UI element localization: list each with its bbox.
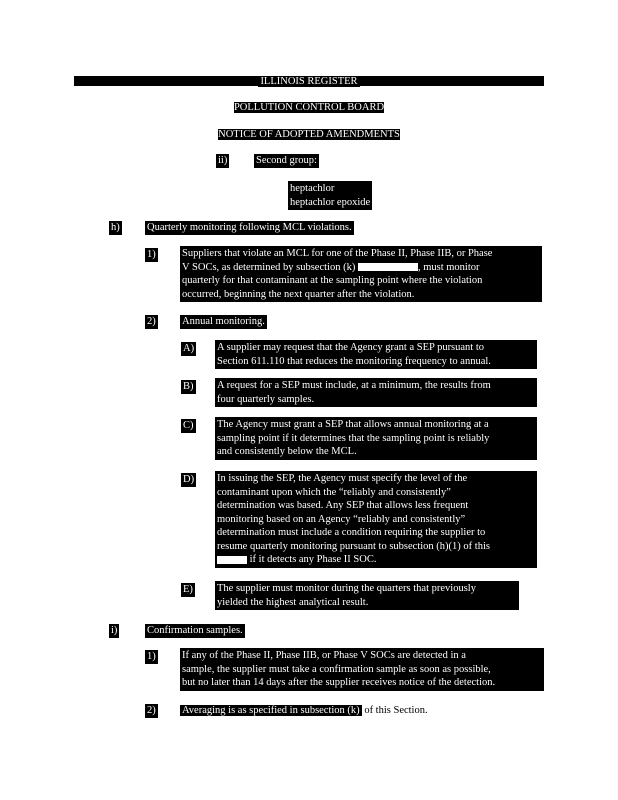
second-group-list	[288, 181, 372, 210]
section-i-number: i)	[111, 625, 118, 636]
h2a-paragraph: A supplier may request that the Agency grant a SEP pursuant to Section 611.110 that reduces the monitoring frequency to annual.	[215, 340, 537, 369]
redaction-mark	[358, 263, 418, 271]
h2e-paragraph: The supplier must monitor during the quarters that previously yielded the highest analytical result.	[215, 581, 519, 610]
h2-heading: Annual monitoring.	[182, 316, 265, 327]
h2b-number: B)	[183, 381, 194, 392]
i2-number: 2)	[147, 705, 156, 716]
list-ii-number: ii)	[218, 155, 228, 166]
board-title: POLLUTION CONTROL BOARD	[233, 102, 385, 113]
h2a-number: A)	[183, 343, 195, 354]
section-h-heading: Quarterly monitoring following MCL violations.	[147, 222, 352, 233]
h2d-number: D)	[183, 474, 195, 485]
list-item: heptachlor epoxide	[290, 196, 371, 208]
h2-number: 2)	[147, 316, 156, 327]
register-title: ILLINOIS REGISTER	[260, 76, 358, 87]
h1-paragraph: Suppliers that violate an MCL for one of the Phase II, Phase IIB, or Phase V SOCs, as determined by subsection (k) , must monitor quarterly for that contaminant at the sampling point where the violation occurred, beginning the next quarter after the violation.	[180, 246, 542, 302]
h2d-paragraph: In issuing the SEP, the Agency must specify the level of the contaminant upon which the “reliably and consistently” determination was based. Any SEP that allows less frequent monitoring based on an Agency “reliably and consistently” determination must include a condition requiring the supplier to resume quarterly monitoring pursuant to subsection (h)(1) of this if it detects any Phase II SOC.	[215, 471, 537, 568]
h2c-number: C)	[183, 420, 194, 431]
section-h-number: h)	[111, 222, 120, 233]
list-ii-label: Second group:	[256, 155, 317, 166]
section-i-heading: Confirmation samples.	[147, 625, 243, 636]
h2e-number: E)	[183, 584, 193, 595]
h1-number: 1)	[147, 249, 156, 260]
list-item: heptachlor	[290, 183, 335, 194]
notice-title: NOTICE OF ADOPTED AMENDMENTS	[218, 129, 400, 140]
i1-paragraph: If any of the Phase II, Phase IIB, or Phase V SOCs are detected in a sample, the supplier must take a confirmation sample as soon as possible, but no later than 14 days after the supplier receives notice of the detection.	[180, 648, 544, 691]
redaction-mark	[217, 556, 247, 564]
h2b-paragraph: A request for a SEP must include, at a minimum, the results from four quarterly samples.	[215, 378, 537, 407]
i2-paragraph: Averaging is as specified in subsection (k) of this Section.	[182, 705, 428, 716]
i1-number: 1)	[147, 651, 156, 662]
h2c-paragraph: The Agency must grant a SEP that allows annual monitoring at a sampling point if it determines that the sampling point is reliably and consistently below the MCL.	[215, 417, 537, 460]
